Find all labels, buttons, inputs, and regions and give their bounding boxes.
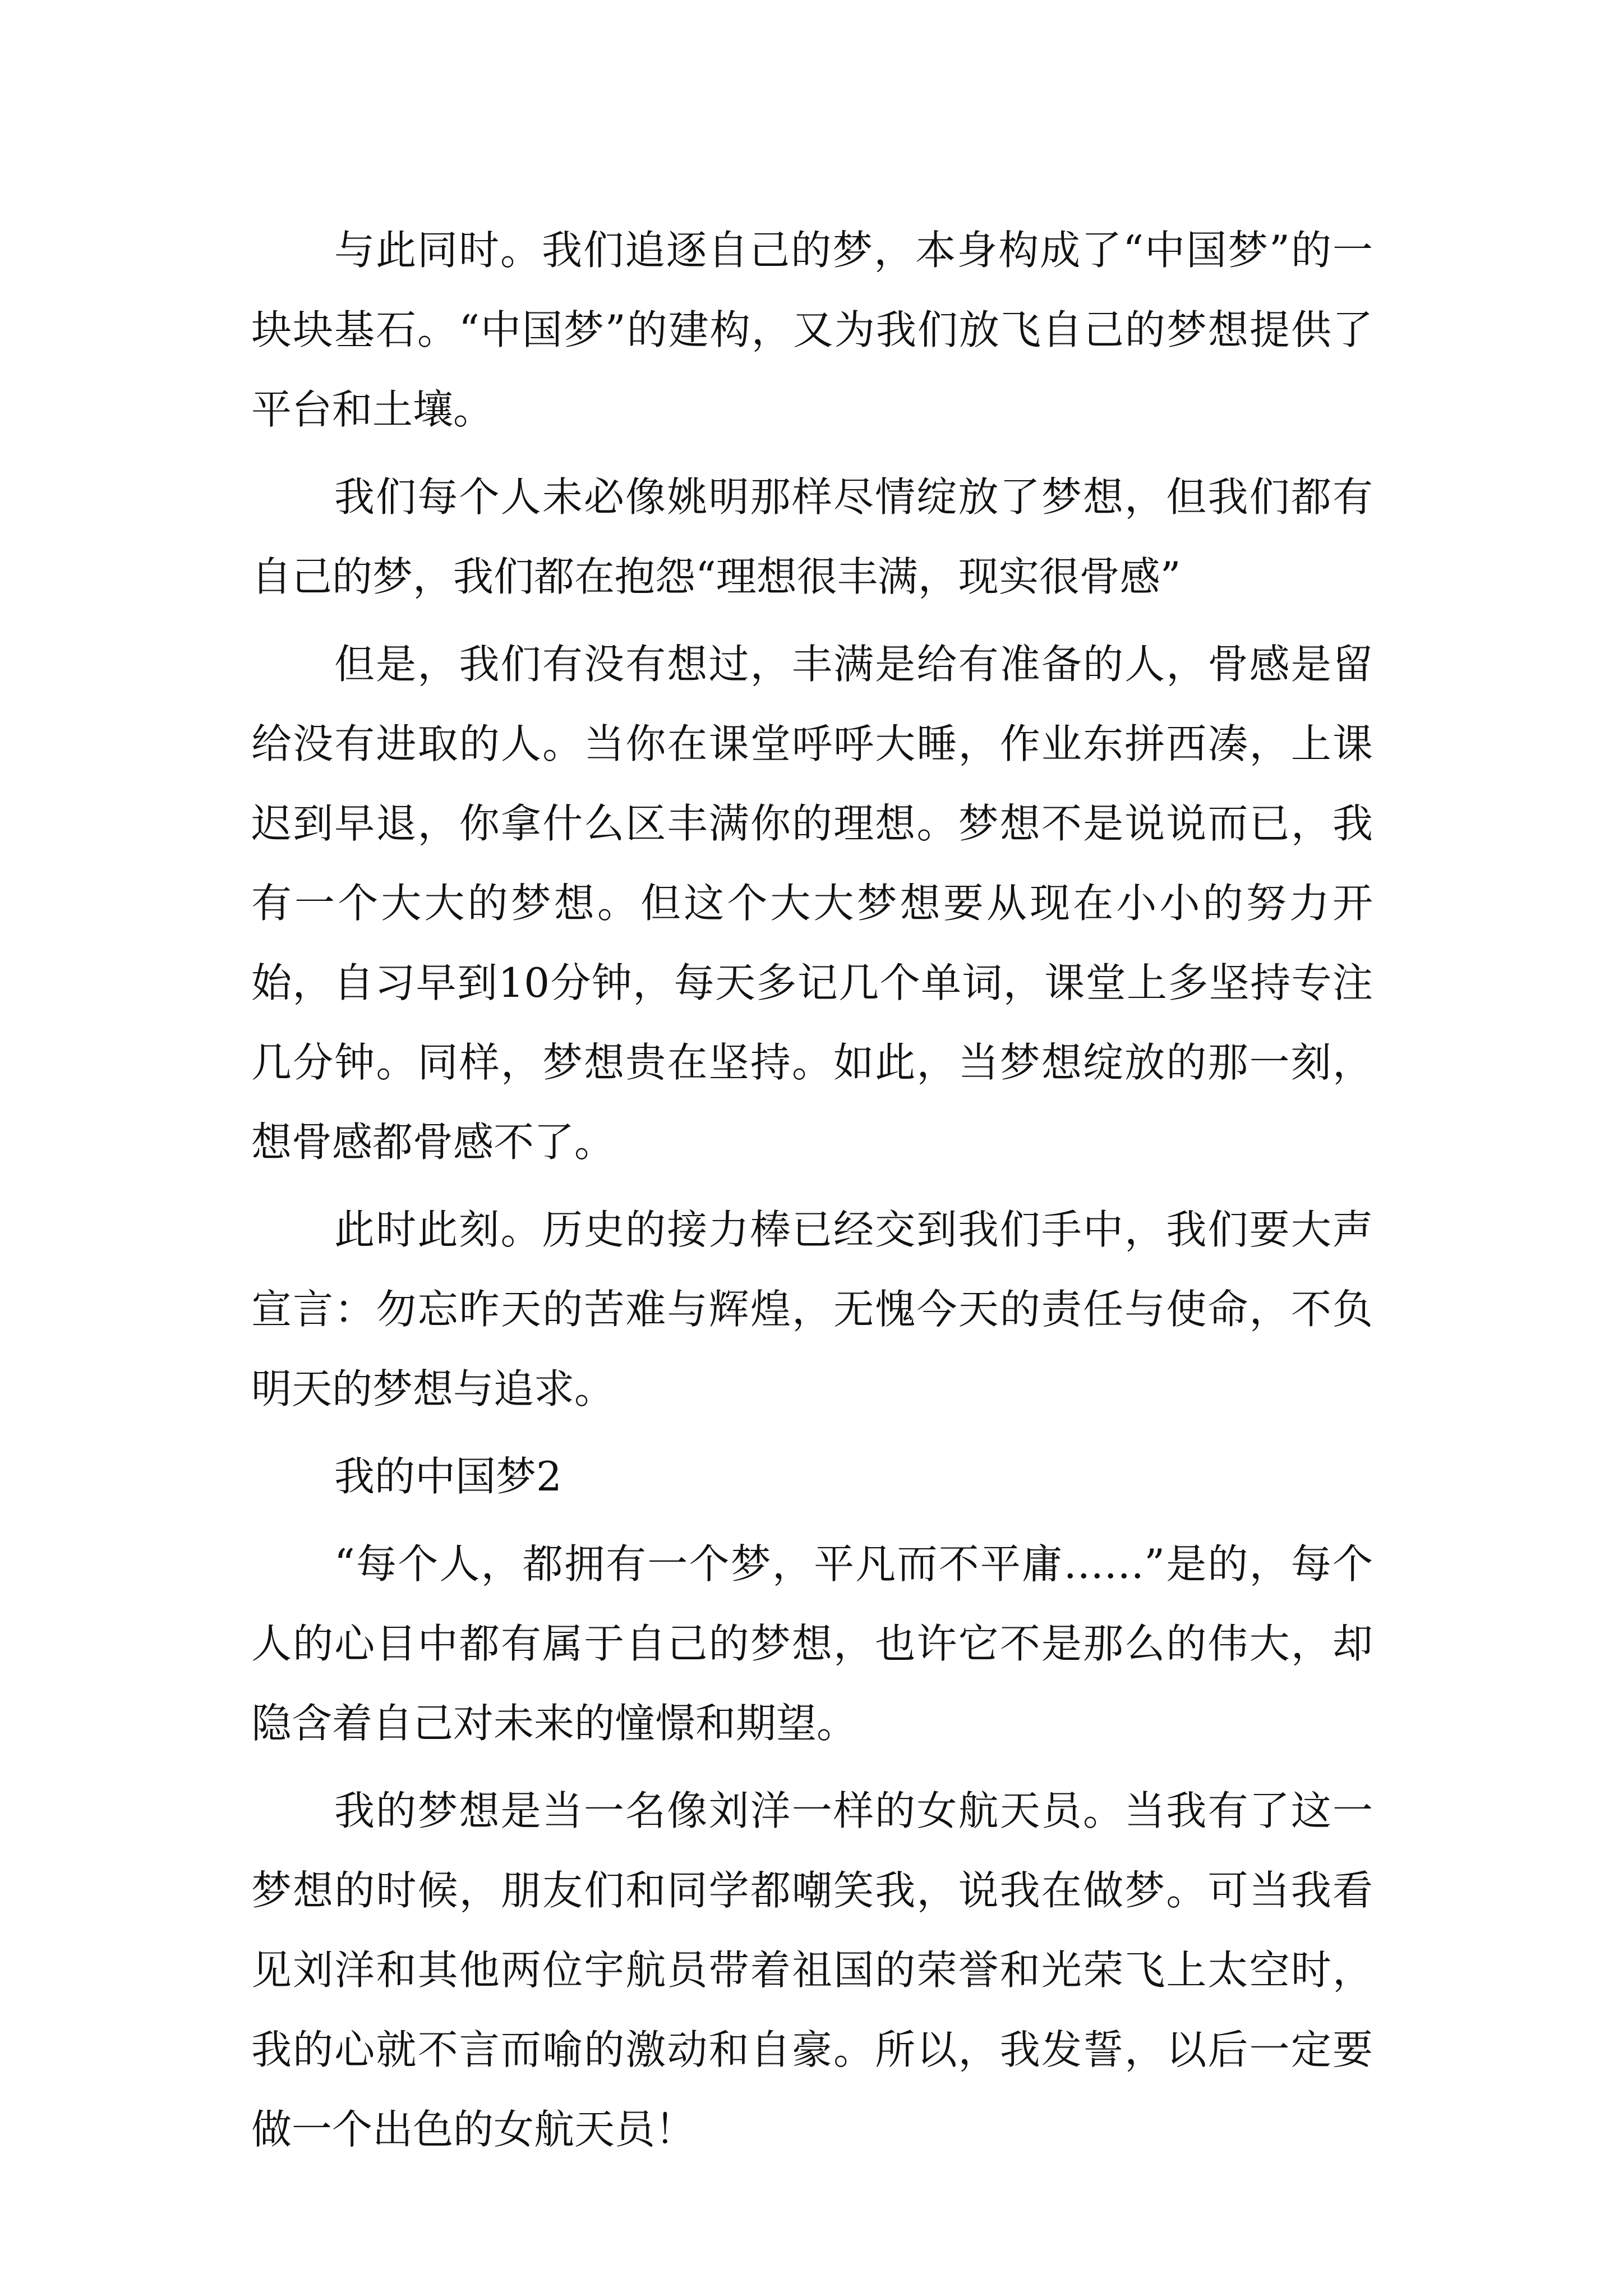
paragraph-6: 我的梦想是当一名像刘洋一样的女航天员。当我有了这一梦想的时候，朋友们和同学都嘲笑我，说我在做梦。可当我看见刘洋和其他两位宇航员带着祖国的荣誉和光荣飞上太空时，我的心就不言而喻的激动和自豪。所以，我发誓，以后一定要做一个出色的女航天员！ xyxy=(251,1787,1373,2153)
paragraph-3: 但是，我们有没有想过，丰满是给有准备的人，骨感是留给没有进取的人。当你在课堂呼呼大睡，作业东拼西凑，上课迟到早退，你拿什么区丰满你的理想。梦想不是说说而已，我有一个大大的梦想。但这个大大梦想要从现在小小的努力开始，自习早到10分钟，每天多记几个单词，课堂上多坚持专注几分钟。同样，梦想贵在坚持。如此，当梦想绽放的那一刻，想骨感都骨感不了。 xyxy=(251,641,1373,1166)
paragraph-4: 此时此刻。历史的接力棒已经交到我们手中，我们要大声宣言：勿忘昨天的苦难与辉煌，无愧今天的责任与使命，不负明天的梦想与追求。 xyxy=(251,1206,1373,1412)
paragraph-2: 我们每个人未必像姚明那样尽情绽放了梦想，但我们都有自己的梦，我们都在抱怨“理想很丰满，现实很骨感” xyxy=(251,473,1373,600)
paragraph-5: “每个人，都拥有一个梦，平凡而不平庸……”是的，每个人的心目中都有属于自己的梦想，也许它不是那么的伟大，却隐含着自己对未来的憧憬和期望。 xyxy=(251,1540,1373,1747)
document-page xyxy=(251,210,1373,2177)
paragraph-1: 与此同时。我们追逐自己的梦，本身构成了“中国梦”的一块块基石。“中国梦”的建构，又为我们放飞自己的梦想提供了平台和土壤。 xyxy=(251,227,1373,433)
section-heading: 我的中国梦2 xyxy=(334,1453,562,1500)
